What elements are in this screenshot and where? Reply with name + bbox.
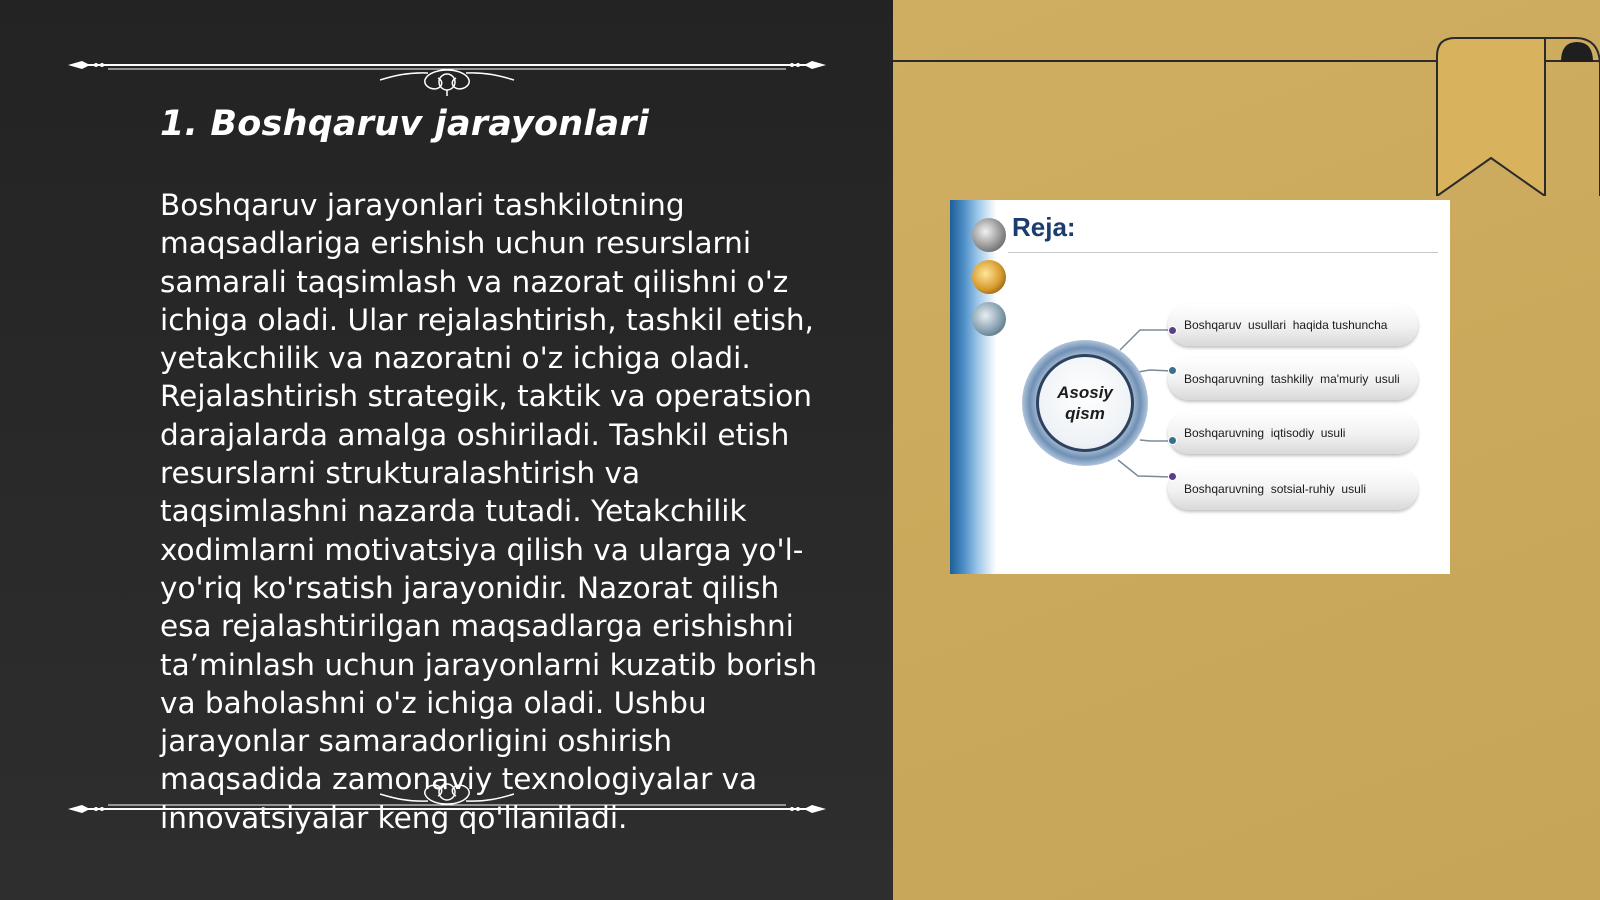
plan-diagram-image	[950, 200, 1450, 574]
slide-title: 1. Boshqaruv jarayonlari	[160, 104, 650, 144]
plan-item: Boshqaruvning iqtisodiy usuli	[1168, 412, 1418, 454]
ornament-divider-top	[68, 46, 826, 96]
bullet-dot	[1168, 326, 1177, 335]
plan-item: Boshqaruv usullari haqida tushuncha	[1168, 304, 1418, 346]
plan-item: Boshqaruvning tashkiliy ma'muriy usuli	[1168, 358, 1418, 400]
bookmark-ribbon-icon	[1435, 36, 1600, 196]
plan-item: Boshqaruvning sotsial-ruhiy usuli	[1168, 468, 1418, 510]
bullet-dot	[1168, 472, 1177, 481]
hub-label: Asosiy qism	[1057, 383, 1113, 423]
picture-title: Reja:	[1012, 212, 1076, 242]
bullet-dot	[1168, 436, 1177, 445]
bullet-dot	[1168, 366, 1177, 375]
hub-circle	[1022, 340, 1148, 466]
slide-body-text: Boshqaruv jarayonlari tashkilotning maqsadlariga erishish uchun resurslarni samarali taqsimlash va nazorat qilishni o'z ichiga oladi. Ular rejalashtirish, tashkil etish, yetakchilik va nazoratni o'z ichiga oladi. Rejalashtirish strategik, taktik va operatsion darajalarda amalga oshiriladi. Tashkil etish resurslarni strukturalashtirish va taqsimlashni nazarda tutadi. Yetakchilik xodimlarni motivatsiya qilish va ularga yo'l-yo'riq ko'rsatish jarayonidir. Nazorat qilish esa rejalashtirilgan maqsadlarga erishishni ta’minlash uchun jarayonlarni kuzatib borish va baholashni o'z ichiga oladi. Ushbu jarayonlar samaradorligini oshirish maqsadida zamonaviy texnologiyalar va innovatsiyalar keng qo'llaniladi.	[160, 188, 818, 835]
